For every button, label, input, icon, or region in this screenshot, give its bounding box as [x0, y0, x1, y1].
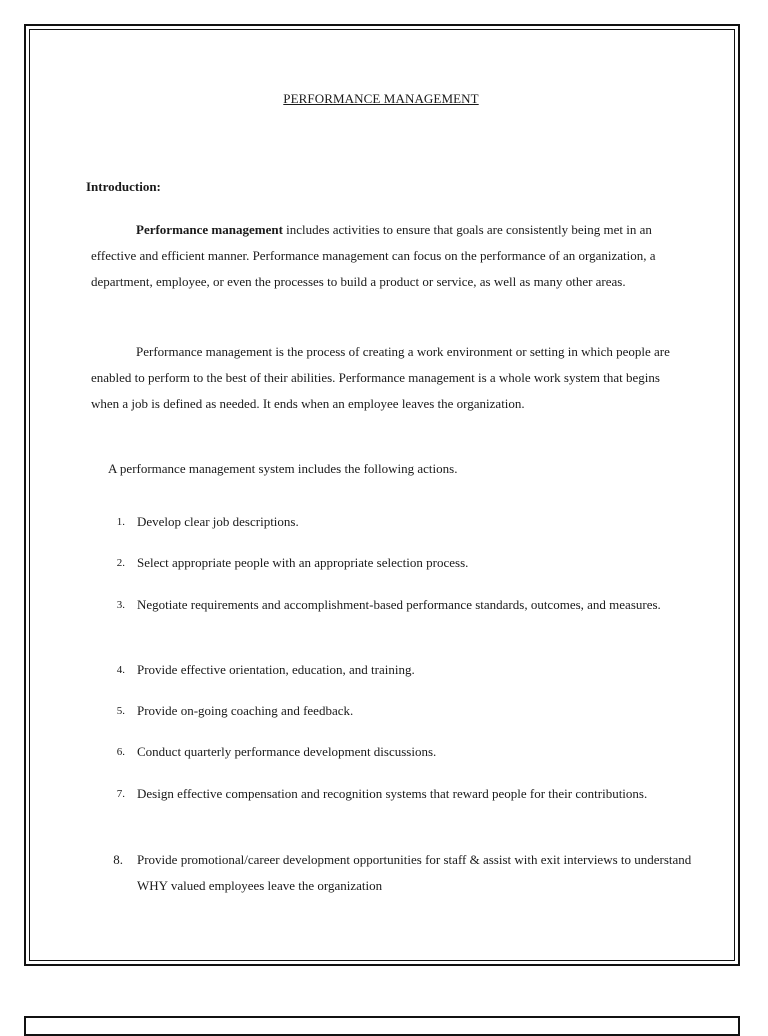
list-item-number: 8.	[113, 852, 123, 867]
list-item-text: Provide effective orientation, education, and training.	[137, 662, 415, 677]
list-intro: A performance management system includes the following actions.	[108, 461, 458, 476]
paragraph-2	[91, 339, 691, 417]
list-item-number: 4.	[116, 664, 125, 676]
paragraph-2-text: Performance management is the process of creating a work environment or setting in which people are enabled to perform to the best of their abilities. Performance management is a whole work system that begins when a job is defined as needed. It ends when an employee leaves the organization.	[91, 344, 670, 411]
paragraph-1-text: includes activities to ensure that goals are consistently being met in an effective and efficient manner. Performance management can focus on the performance of an organization, a department, employee, or even the processes to build a product or service, as well as many other areas.	[91, 222, 656, 289]
list-item-text: Negotiate requirements and accomplishment-based performance standards, outcomes, and measures.	[137, 597, 661, 612]
list-item-text: Design effective compensation and recognition systems that reward people for their contributions.	[137, 786, 648, 801]
list-item-number: 3.	[116, 599, 125, 611]
list-item-number: 1.	[116, 516, 125, 528]
list-item-text: Select appropriate people with an appropriate selection process.	[137, 555, 469, 570]
list-item-text: Provide on-going coaching and feedback.	[137, 703, 354, 718]
list-item-number: 5.	[116, 705, 125, 717]
paragraph-1-bold-lead: Performance management	[136, 222, 283, 237]
list-item-text: Provide promotional/career development opportunities for staff & assist with exit interviews to understand WHY valued employees leave the organization	[137, 852, 692, 893]
paragraph-1	[91, 217, 691, 295]
list-item-text: Conduct quarterly performance development discussions.	[137, 744, 437, 759]
list-item-text: Develop clear job descriptions.	[137, 514, 299, 529]
list-item-number: 6.	[116, 746, 125, 758]
list-item-number: 2.	[116, 557, 125, 569]
list-item-number: 7.	[116, 788, 125, 800]
document-title: PERFORMANCE MANAGEMENT	[283, 91, 479, 106]
intro-heading: Introduction:	[86, 179, 161, 194]
